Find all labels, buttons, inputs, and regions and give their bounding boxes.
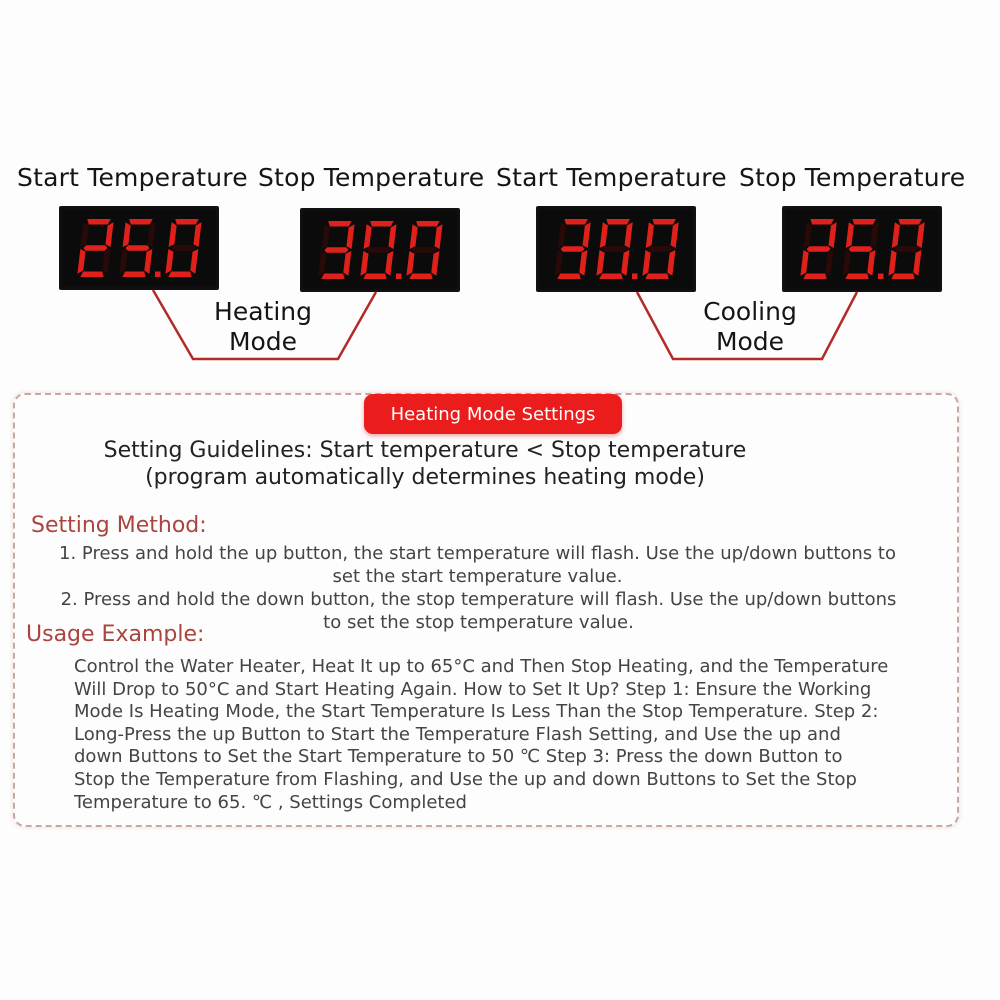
setting-guideline-line2: (program automatically determines heating mode): [145, 465, 705, 490]
cooling-mode-label-line1: Cooling: [703, 297, 797, 326]
heating-mode-label: [193, 297, 333, 357]
method-step-1-line2: set the start temperature value.: [332, 566, 623, 587]
cooling-mode-label: [680, 297, 820, 357]
start-temperature-label-cooling: Start Temperature: [496, 163, 727, 192]
usage-example-text: [74, 656, 924, 814]
heating-mode-settings-badge: Heating Mode Settings: [364, 394, 622, 434]
usage-example-line: down Buttons to Set the Start Temperature to 50 ℃ Step 3: Press the down Button to: [74, 746, 843, 768]
stop-temperature-label-cooling: Stop Temperature: [739, 163, 966, 192]
method-step-2-line2: to set the stop temperature value.: [323, 612, 634, 633]
cooling-mode-label-line2: Mode: [715, 327, 785, 356]
stop-temperature-label-heating: Stop Temperature: [258, 163, 485, 192]
usage-example-line: Stop the Temperature from Flashing, and Use the up and down Buttons to Set the Stop: [74, 768, 857, 790]
usage-example-line: Long-Press the up Button to Start the Temperature Flash Setting, and Use the up and: [74, 723, 841, 745]
method-step-1-line1: 1. Press and hold the up button, the start temperature will flash. Use the up/down buttons to: [59, 543, 896, 564]
setting-method-heading: Setting Method:: [31, 513, 207, 538]
heating-mode-label-line1: Heating: [214, 297, 312, 326]
setting-guideline-line1: Setting Guidelines: Start temperature < Stop temperature: [103, 438, 747, 463]
usage-example-line: Temperature to 65. ℃ , Settings Completed: [74, 791, 467, 813]
usage-example-line: Mode Is Heating Mode, the Start Temperature Is Less Than the Stop Temperature. Step 2:: [74, 701, 879, 723]
start-temperature-label-heating: Start Temperature: [17, 163, 248, 192]
usage-example-line: Will Drop to 50°C and Start Heating Again. How to Set It Up? Step 1: Ensure the Working: [74, 678, 872, 700]
usage-example-heading: Usage Example:: [26, 622, 205, 647]
method-step-2-line1: 2. Press and hold the down button, the stop temperature will flash. Use the up/down buttons: [60, 589, 897, 610]
heating-mode-label-line2: Mode: [228, 327, 298, 356]
mode-connectors: [0, 0, 1000, 380]
usage-example-line: Control the Water Heater, Heat It up to 65°C and Then Stop Heating, and the Temperature: [74, 656, 889, 677]
